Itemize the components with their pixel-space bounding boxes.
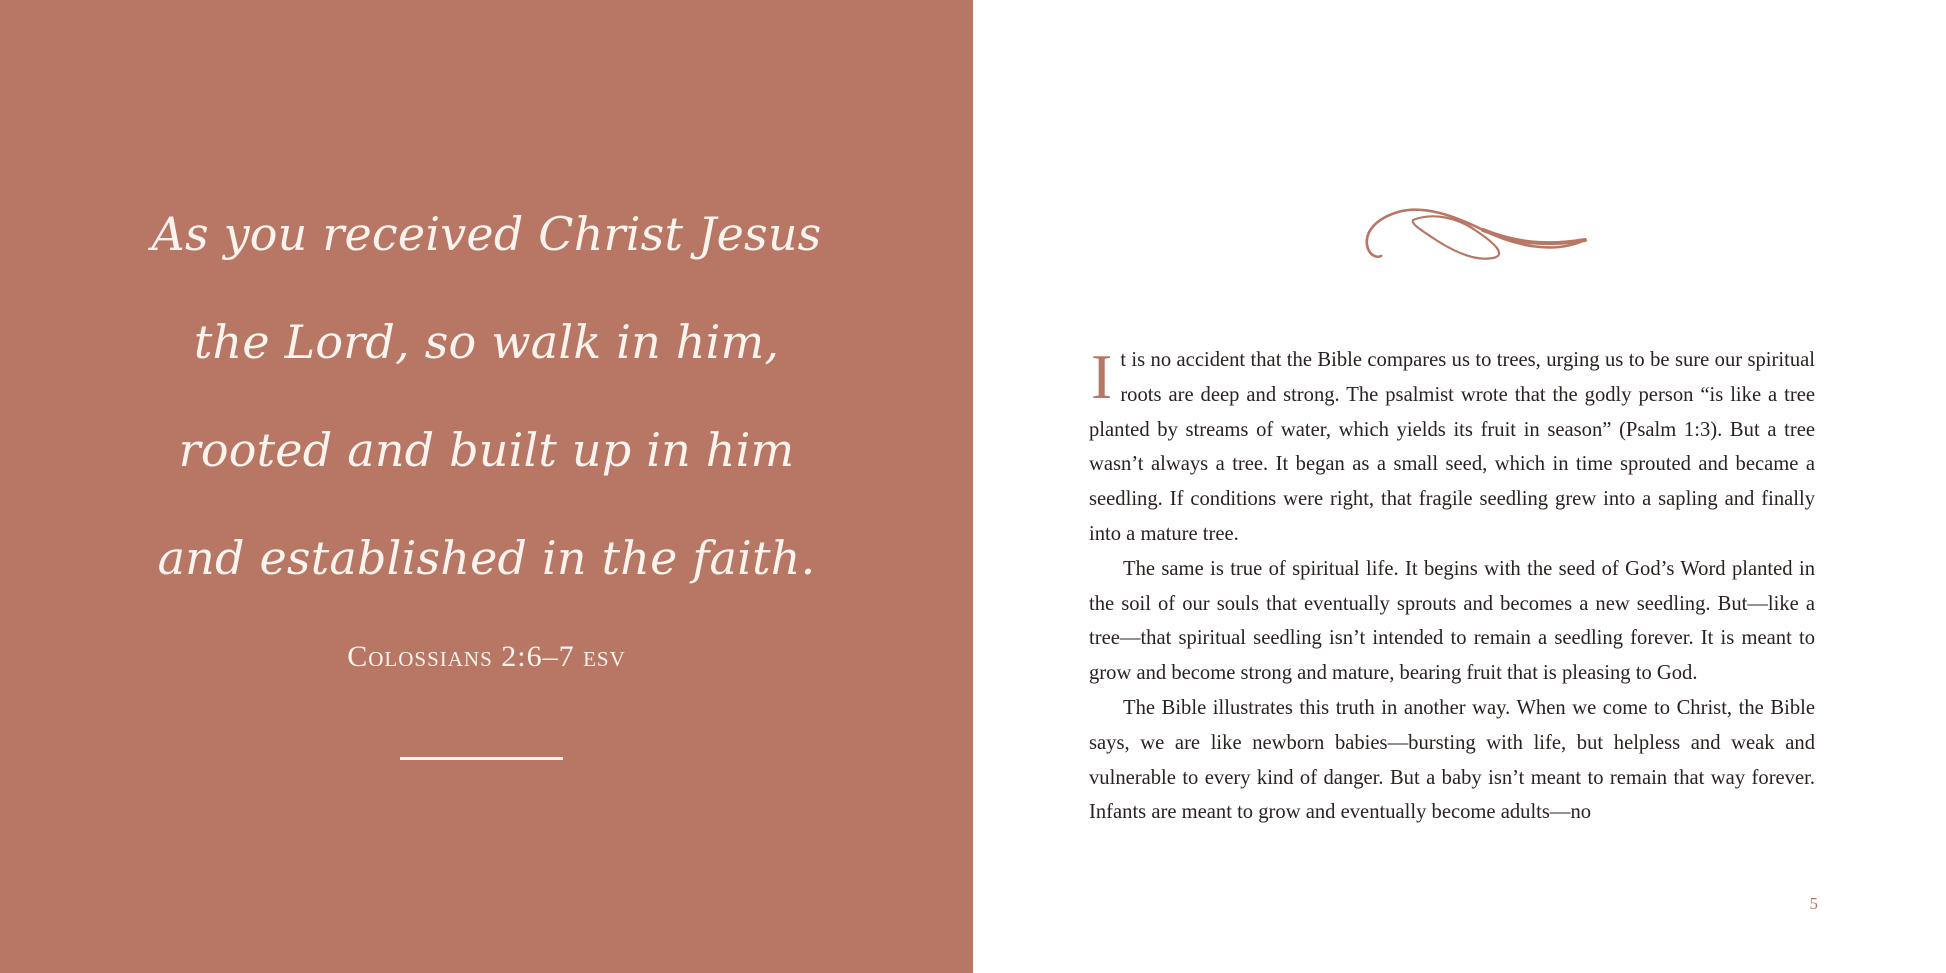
right-page xyxy=(973,0,1946,973)
page-number: 5 xyxy=(1809,894,1818,913)
body-text xyxy=(1089,343,1815,830)
paragraph xyxy=(1089,343,1815,552)
verse-line: the Lord, so walk in him, xyxy=(193,315,780,369)
verse-reference: Colossians 2:6–7 esv xyxy=(347,640,626,673)
paragraph: The same is true of spiritual life. It begins with the seed of God’s Word planted in the soil of our souls that eventually sprouts and becomes a new seedling. But—like a tree—that spiritual seedling isn’t intended to remain a seedling forever. It is meant to grow and become strong and mature, bearing fruit that is pleasing to God. xyxy=(1089,557,1815,685)
paragraph-text: t is no accident that the Bible compares us to trees, urging us to be sure our spiritual roots are deep and strong. The psalmist wrote that the godly person “is like a tree planted by streams of water, which yields its fruit in season” (Psalm 1:3). But a tree wasn’t always a tree. It began as a small seed, which in time sprouted and became a seedling. If conditions were right, that fragile seedling grew into a sapling and finally into a mature tree. xyxy=(1089,349,1815,545)
verse-line: As you received Christ Jesus xyxy=(151,207,822,261)
divider xyxy=(400,757,563,760)
swash-flourish-icon xyxy=(1353,200,1593,270)
drop-cap: I xyxy=(1091,341,1113,412)
scripture-verse xyxy=(0,180,973,612)
verse-line: rooted and built up in him xyxy=(178,423,795,477)
verse-line: and established in the faith. xyxy=(157,531,816,585)
paragraph: The Bible illustrates this truth in another way. When we come to Christ, the Bible says, we are like newborn babies—bursting with life, but helpless and weak and vulnerable to every kind of danger. But a baby isn’t meant to remain that way forever. Infants are meant to grow and eventually become adults—no xyxy=(1089,696,1815,824)
